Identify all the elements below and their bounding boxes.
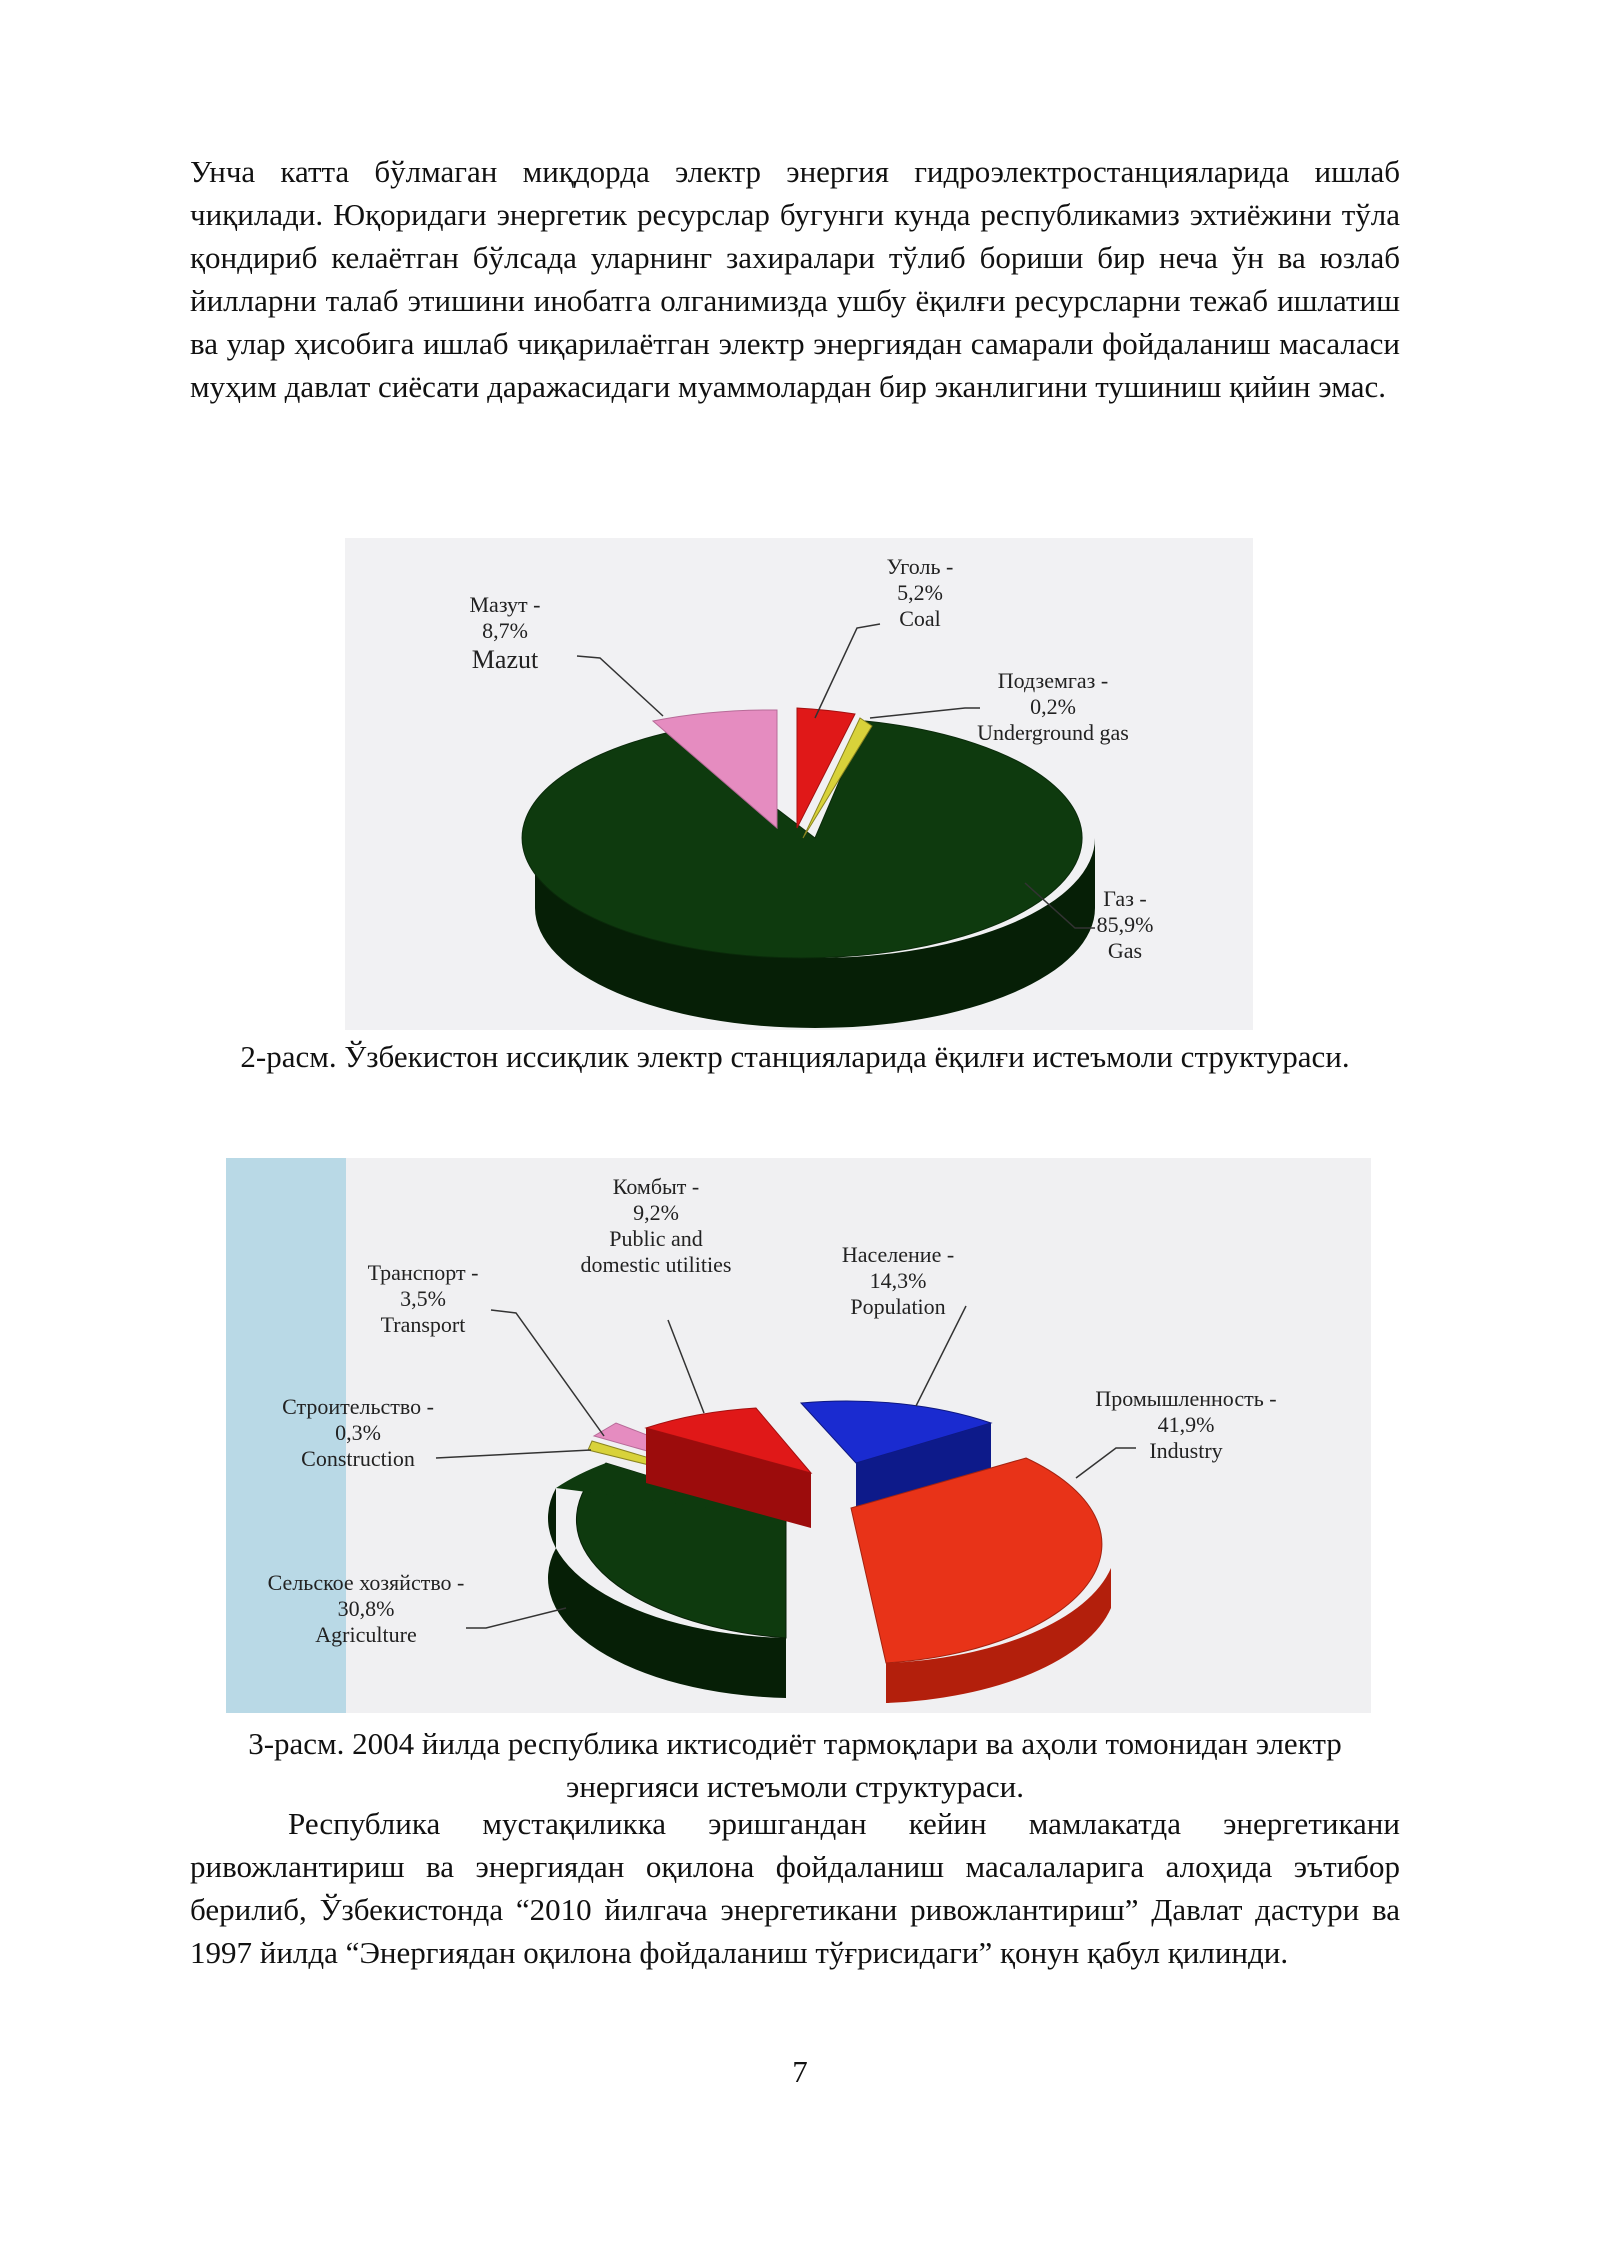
closing-paragraph: Республика мустақиликка эришгандан кейин мамлакатда энергетикани ривожлантириш ва энергиядан оқилона фойдаланиш масалаларига алоҳида эътибор берилиб, Ўзбекистонда “2010 йилгача энергетикани ривожлантириш” Давлат дастури ва 1997 йилда “Энергиядан оқилона фойдаланиш тўғрисидаги” қонун қабул қилинди. [190, 1806, 1400, 1970]
label-gas-en: Gas [1107, 938, 1143, 963]
label-underground-gas-ru: Подземгаз - [997, 668, 1109, 693]
label-coal-en: Coal [899, 606, 941, 631]
label-mazut-value: 8,7% [482, 618, 528, 643]
label-gas-ru: Газ - [1103, 886, 1147, 911]
label-public-utilities-en-2: domestic utilities [580, 1252, 732, 1277]
figure-1-caption: 2-расм. Ўзбекистон иссиқлик электр станцияларида ёқилғи истеъмоли структураси. [240, 1039, 1350, 1074]
label-transport-en: Transport [380, 1312, 466, 1337]
label-industry-en: Industry [1149, 1438, 1223, 1463]
label-public-utilities-ru: Комбыт - [612, 1174, 700, 1199]
label-public-utilities-value: 9,2% [633, 1200, 679, 1225]
fuel-pie-chart-svg [345, 538, 1253, 1030]
label-construction-value: 0,3% [335, 1420, 381, 1445]
label-construction-en: Construction [301, 1446, 415, 1471]
label-underground-gas-en: Underground gas [977, 720, 1129, 745]
label-mazut-ru: Мазут - [469, 592, 541, 617]
label-transport-ru: Транспорт - [367, 1260, 479, 1285]
intro-paragraph: Унча катта бўлмаган миқдорда электр энергия гидроэлектростанцияларида ишлаб чиқилади. Юқоридаги энергетик ресурслар бугунги кунда республикамиз эхтиёжини тўла қондириб келаётган бўлсада уларнинг захиралари тўлиб бориши бир неча ўн ва юзлаб йилларни талаб этишини инобатга олганимизда ушбу ёқилғи ресурсларни тежаб ишлатиш ва улар ҳисобига ишлаб чиқарилаётган электр энергиядан самарали фойдаланиш масаласи муҳим давлат сиёсати даражасидаги муаммолардан бир эканлигини тушиниш қийин эмас. [190, 154, 1400, 404]
page-number: 7 [792, 2054, 808, 2089]
label-transport-value: 3,5% [400, 1286, 446, 1311]
label-industry-value: 41,9% [1157, 1412, 1215, 1437]
label-coal-ru: Уголь - [886, 554, 954, 579]
label-population-ru: Население - [841, 1242, 955, 1267]
label-agriculture-value: 30,8% [337, 1596, 395, 1621]
fuel-consumption-figure [345, 538, 1253, 1030]
label-public-utilities-en-1: Public and [609, 1226, 703, 1251]
label-coal-value: 5,2% [897, 580, 943, 605]
electricity-consumption-figure [226, 1158, 1371, 1713]
label-population-value: 14,3% [869, 1268, 927, 1293]
label-underground-gas-value: 0,2% [1030, 694, 1076, 719]
label-industry-ru: Промышленность - [1095, 1386, 1277, 1411]
label-mazut-en: Mazut [471, 645, 539, 674]
label-construction-ru: Строительство - [282, 1394, 434, 1419]
figure-2-caption: 3-расм. 2004 йилда республика иктисодиёт тармоқлари ва аҳоли томонидан электр энергияси истеъмоли структураси. [248, 1726, 1342, 1804]
sector-pie-chart-svg [226, 1158, 1371, 1713]
label-population-en: Population [850, 1294, 946, 1319]
label-agriculture-ru: Сельское хозяйство - [267, 1570, 465, 1595]
label-agriculture-en: Agriculture [315, 1622, 417, 1647]
label-gas-value: 85,9% [1096, 912, 1154, 937]
